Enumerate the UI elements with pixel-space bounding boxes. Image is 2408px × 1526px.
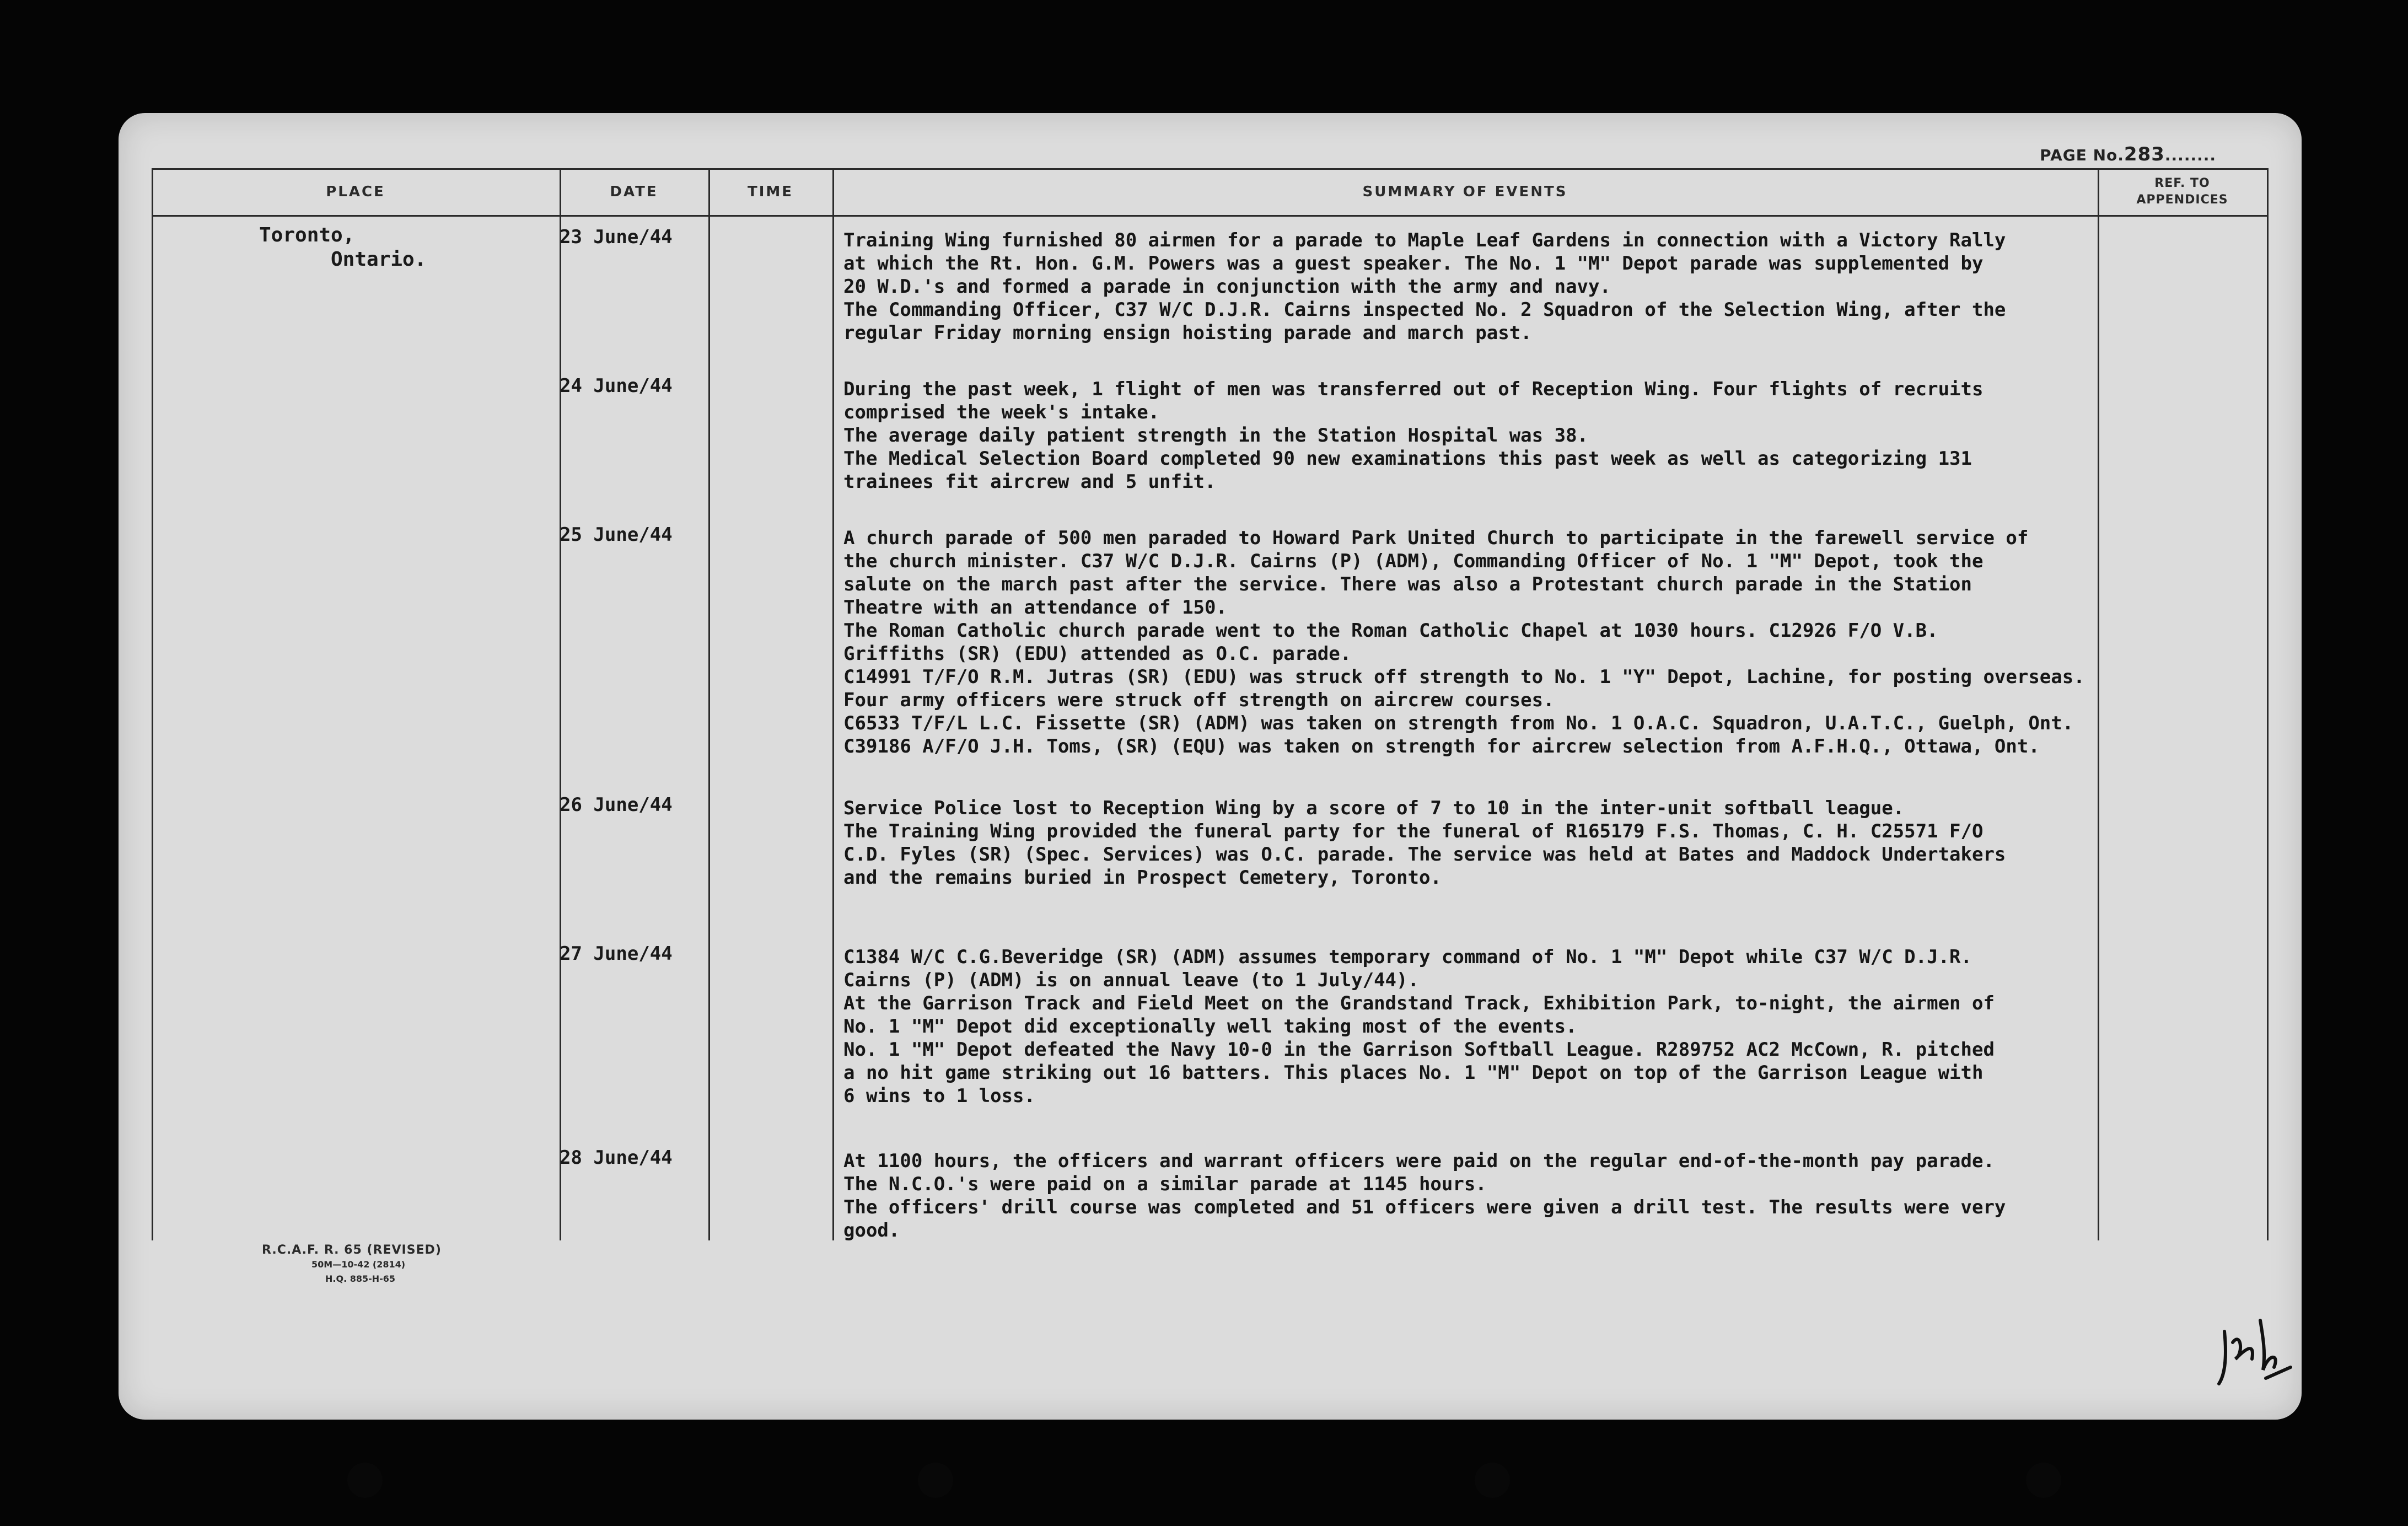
diary-table bbox=[152, 168, 2269, 1240]
page-dots: ........ bbox=[2164, 146, 2216, 164]
header-date: DATE bbox=[610, 184, 658, 200]
entry-date: 23 June/44 bbox=[560, 226, 673, 248]
place-line2: Ontario. bbox=[331, 248, 427, 271]
binder-hole bbox=[918, 1463, 953, 1498]
entry-line: The average daily patient strength in the Station Hospital was 38. bbox=[843, 425, 1589, 447]
entry-line: salute on the march past after the service. There was also a Protestant church parade in the Station bbox=[843, 573, 1972, 595]
entry-line: at which the Rt. Hon. G.M. Powers was a guest speaker. The No. 1 "M" Depot parade was supplemented by bbox=[843, 252, 1984, 275]
table-right-rule bbox=[2267, 168, 2269, 1240]
entry-date: 28 June/44 bbox=[560, 1147, 673, 1169]
entry-line: regular Friday morning ensign hoisting parade and march past. bbox=[843, 322, 1532, 344]
header-ref-appendices bbox=[2098, 173, 2267, 211]
entry-summary bbox=[843, 945, 2233, 1108]
entry-line: A church parade of 500 men paraded to Howard Park United Church to participate in the farewell service of bbox=[843, 527, 2029, 549]
page-number: 283 bbox=[2124, 143, 2165, 165]
entry-line: good. bbox=[843, 1219, 900, 1242]
form-identifier bbox=[262, 1243, 442, 1286]
entry-line: and the remains buried in Prospect Cemetery, Toronto. bbox=[843, 867, 1442, 889]
entry-date: 26 June/44 bbox=[560, 794, 673, 816]
time-summary-divider bbox=[832, 168, 834, 1240]
entry-line: No. 1 "M" Depot did exceptionally well taking most of the events. bbox=[843, 1015, 1577, 1038]
entry-line: a no hit game striking out 16 batters. This places No. 1 "M" Depot on top of the Garrison League with bbox=[843, 1062, 1984, 1084]
entry-line: Four army officers were struck off strength on aircrew courses. bbox=[843, 689, 1555, 711]
entry-line: the church minister. C37 W/C D.J.R. Cairns (P) (ADM), Commanding Officer of No. 1 "M" Depot, took the bbox=[843, 550, 1984, 572]
record-card bbox=[119, 113, 2302, 1420]
entry-line: Griffiths (SR) (EDU) attended as O.C. parade. bbox=[843, 643, 1352, 665]
place-date-divider bbox=[560, 168, 561, 1240]
entry-date: 27 June/44 bbox=[560, 943, 673, 965]
entry-summary bbox=[843, 1149, 2233, 1242]
page-label: PAGE No. bbox=[2040, 146, 2124, 164]
entry-summary bbox=[843, 526, 2233, 758]
entry-line: trainees fit aircrew and 5 unfit. bbox=[843, 471, 1216, 493]
entry-line: Cairns (P) (ADM) is on annual leave (to 1 July/44). bbox=[843, 969, 1419, 991]
header-rule bbox=[152, 215, 2269, 217]
entry-line: The Medical Selection Board completed 90 new examinations this past week as well as categorizing 131 bbox=[843, 448, 1972, 470]
header-ref-line1: REF. TO bbox=[2154, 176, 2210, 190]
entry-line: During the past week, 1 flight of men was transferred out of Reception Wing. Four flights of recruits bbox=[843, 378, 1984, 400]
form-id-line1: R.C.A.F. R. 65 (REVISED) bbox=[262, 1243, 442, 1257]
handwritten-initials-signature bbox=[2213, 1309, 2302, 1392]
entry-summary bbox=[843, 229, 2233, 345]
form-id-line3: H.Q. 885-H-65 bbox=[325, 1274, 396, 1284]
entry-line: No. 1 "M" Depot defeated the Navy 10-0 in the Garrison Softball League. R289752 AC2 McCown, R. pitched bbox=[843, 1039, 1995, 1061]
table-left-rule bbox=[152, 168, 153, 1240]
page-number-label bbox=[2040, 143, 2216, 165]
date-time-divider bbox=[708, 168, 710, 1240]
binder-hole bbox=[2026, 1463, 2061, 1498]
form-id-line2: 50M—10-42 (2814) bbox=[311, 1259, 406, 1270]
entry-line: The officers' drill course was completed and 51 officers were given a drill test. The results were very bbox=[843, 1196, 2006, 1218]
entry-line: At 1100 hours, the officers and warrant officers were paid on the regular end-of-the-month pay parade. bbox=[843, 1150, 1995, 1172]
header-ref-line2: APPENDICES bbox=[2136, 193, 2228, 207]
header-summary: SUMMARY OF EVENTS bbox=[1362, 184, 1568, 200]
entry-date: 24 June/44 bbox=[560, 375, 673, 397]
entry-line: C1384 W/C C.G.Beveridge (SR) (ADM) assumes temporary command of No. 1 "M" Depot while C37 W/C D.J.R. bbox=[843, 946, 1972, 968]
entry-line: At the Garrison Track and Field Meet on the Grandstand Track, Exhibition Park, to-night, the airmen of bbox=[843, 992, 1995, 1014]
entry-line: The Roman Catholic church parade went to the Roman Catholic Chapel at 1030 hours. C12926 F/O V.B. bbox=[843, 620, 1938, 642]
place-cell bbox=[221, 223, 507, 272]
entry-line: The Training Wing provided the funeral party for the funeral of R165179 F.S. Thomas, C. H. C25571 F/O bbox=[843, 820, 1984, 842]
entry-line: Service Police lost to Reception Wing by a score of 7 to 10 in the inter-unit softball league. bbox=[843, 797, 1905, 819]
entry-line: C.D. Fyles (SR) (Spec. Services) was O.C. parade. The service was held at Bates and Maddock Undertakers bbox=[843, 843, 2006, 866]
entry-summary bbox=[843, 378, 2233, 493]
entry-summary bbox=[843, 797, 2233, 889]
binder-hole bbox=[1475, 1463, 1510, 1498]
entry-line: 6 wins to 1 loss. bbox=[843, 1085, 1035, 1107]
place-line1: Toronto, bbox=[259, 224, 355, 246]
entry-date: 25 June/44 bbox=[560, 524, 673, 546]
entry-line: comprised the week's intake. bbox=[843, 401, 1160, 423]
entry-line: The N.C.O.'s were paid on a similar parade at 1145 hours. bbox=[843, 1173, 1487, 1195]
header-place: PLACE bbox=[326, 184, 385, 200]
header-time: TIME bbox=[747, 184, 794, 200]
entry-line: The Commanding Officer, C37 W/C D.J.R. Cairns inspected No. 2 Squadron of the Selection Wing, after the bbox=[843, 299, 2006, 321]
table-top-rule bbox=[152, 168, 2269, 170]
entry-line: Theatre with an attendance of 150. bbox=[843, 597, 1227, 619]
entry-line: 20 W.D.'s and formed a parade in conjunction with the army and navy. bbox=[843, 276, 1611, 298]
entry-line: C39186 A/F/O J.H. Toms, (SR) (EQU) was taken on strength for aircrew selection from A.F.H.Q., Ottawa, Ont. bbox=[843, 735, 2040, 757]
entry-line: Training Wing furnished 80 airmen for a parade to Maple Leaf Gardens in connection with a Victory Rally bbox=[843, 229, 2006, 251]
entry-line: C14991 T/F/O R.M. Jutras (SR) (EDU) was struck off strength to No. 1 "Y" Depot, Lachine, for posting overseas. bbox=[843, 666, 2085, 688]
binder-hole bbox=[347, 1463, 383, 1498]
entry-line: C6533 T/F/L L.C. Fissette (SR) (ADM) was taken on strength from No. 1 O.A.C. Squadron, U.A.T.C., Guelph, Ont. bbox=[843, 712, 2074, 734]
